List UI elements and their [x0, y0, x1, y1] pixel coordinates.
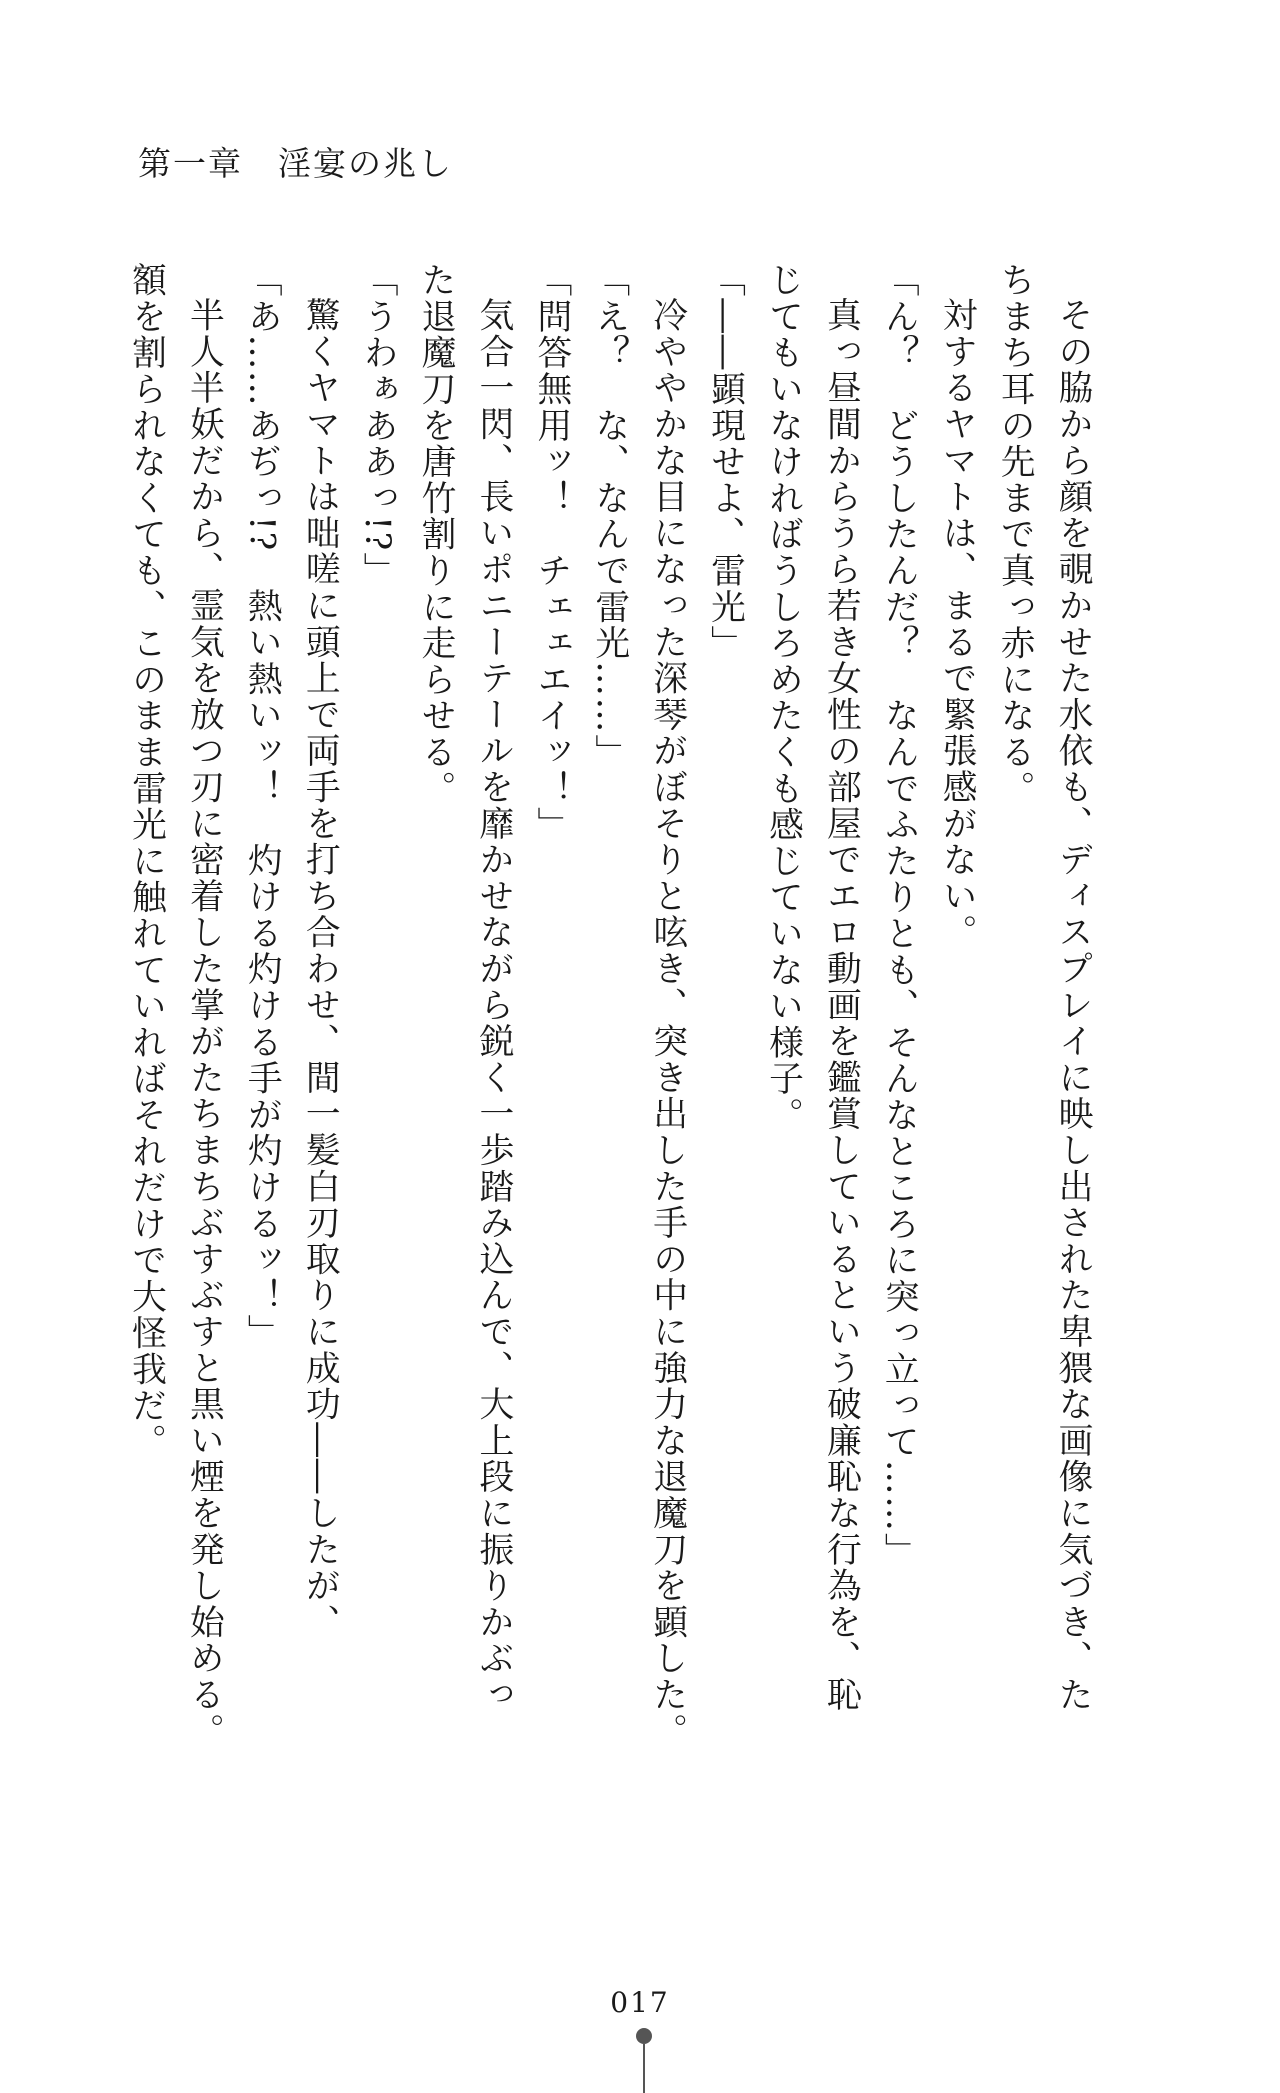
page-number: 017 — [610, 1986, 670, 2019]
text-line: 額を割られなくても、このまま雷光に触れていればそれだけで大怪我だ。 — [125, 262, 166, 1460]
text-line: 「え？ な、なんで雷光……」 — [588, 262, 629, 771]
body-text — [116, 262, 1100, 1749]
text-line: 対するヤマトは、まるで緊張感がない。 — [936, 296, 977, 951]
text-line: 驚くヤマトは咄嗟に頭上で両手を打ち合わせ、間一髪白刃取りに成功――したが、 — [299, 296, 340, 1640]
text-line: 「うわぁああっ!?」 — [357, 262, 398, 589]
text-line: 半人半妖だから、霊気を放つ刃に密着した掌がたちまちぶすぶすと黒い煙を発し始める。 — [183, 296, 224, 1749]
text-line: 真っ昼間からうら若き女性の部屋でエロ動画を鑑賞しているという破廉恥な行為を、恥 — [820, 296, 861, 1713]
text-line: 「問答無用ッ！ チェェエイッ！」 — [530, 262, 571, 843]
text-line: 「ん？ どうしたんだ？ なんでふたりとも、そんなところに突っ立って……」 — [878, 262, 919, 1569]
text-line: ちまち耳の先まで真っ赤になる。 — [994, 262, 1035, 807]
folio-dot-ornament — [636, 2028, 652, 2044]
text-line: 「あ……あぢっ!? 熱い熱いッ！ 灼ける灼ける手が灼けるッ！」 — [241, 262, 282, 1351]
running-head: 第一章 淫宴の兆し — [138, 144, 453, 183]
text-line: 冷ややかな目になった深琴がぼそりと呟き、突き出した手の中に強力な退魔刀を顕した。 — [646, 296, 687, 1749]
text-line: た退魔刀を唐竹割りに走らせる。 — [415, 262, 456, 807]
text-line: 「――顕現せよ、雷光」 — [704, 262, 745, 662]
text-line: じてもいなければうしろめたくも感じていない様子。 — [762, 262, 803, 1134]
text-line: その脇から顔を覗かせた水依も、ディスプレイに映し出された卑猥な画像に気づき、た — [1052, 296, 1092, 1713]
text-line: 気合一閃、長いポニーテールを靡かせながら鋭く一歩踏み込んで、大上段に振りかぶっ — [472, 296, 513, 1713]
folio-line-ornament — [643, 2044, 645, 2093]
